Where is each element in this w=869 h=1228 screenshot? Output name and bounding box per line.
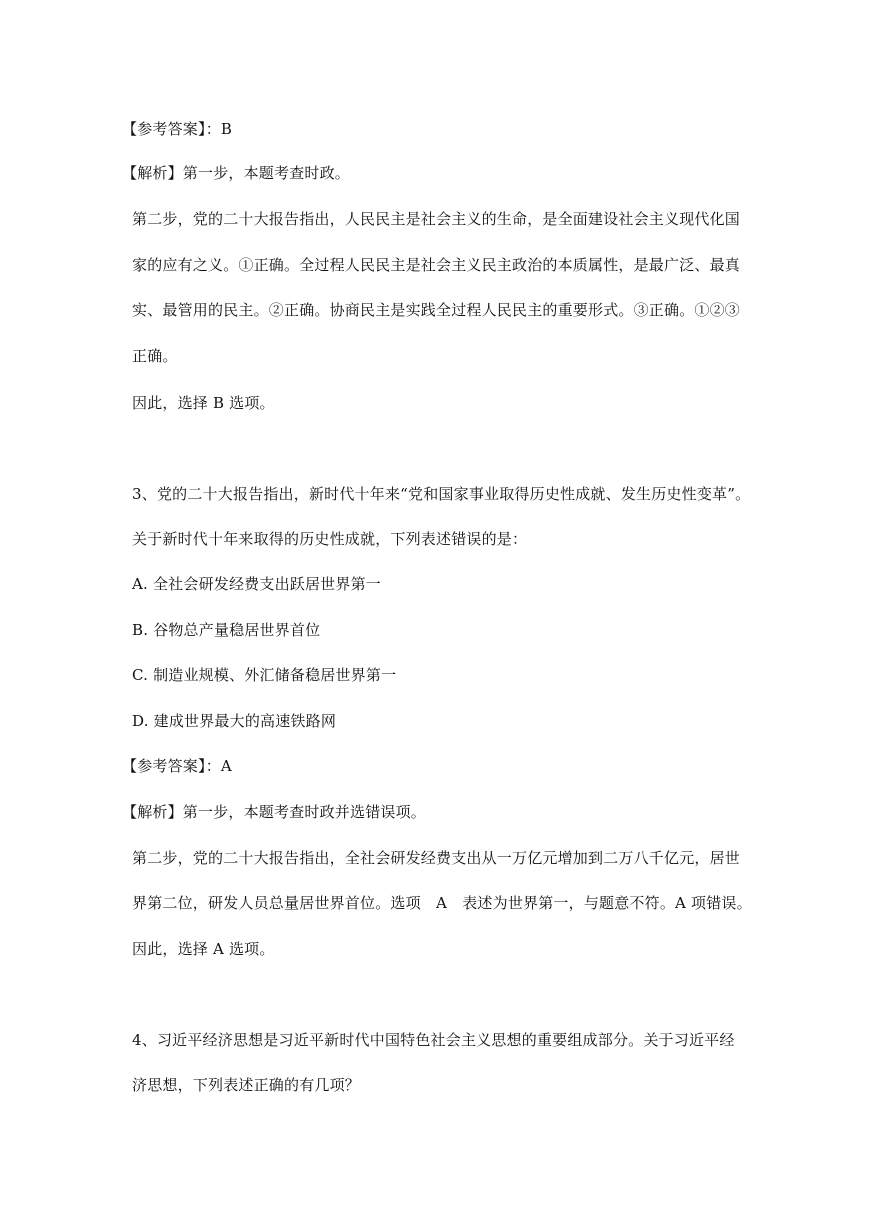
answer-label: 【参考答案】：B xyxy=(122,120,233,138)
analysis-body-line: 第二步，党的二十大报告指出，全社会研发经费支出从一万亿元增加到二万八千亿元，居世 xyxy=(132,849,741,867)
analysis-body-line: 家的应有之义。①正确。全过程人民民主是社会主义民主政治的本质属性，是最广泛、最真 xyxy=(132,256,741,274)
analysis-body-line: 第二步，党的二十大报告指出，人民民主是社会主义的生命，是全面建设社会主义现代化国 xyxy=(132,210,741,228)
conclusion: 因此，选择 A 选项。 xyxy=(132,940,275,958)
question-stem-line: 关于新时代十年来取得的历史性成就，下列表述错误的是： xyxy=(132,530,528,548)
answer-label: 【参考答案】：A xyxy=(122,757,232,775)
question-stem-line: 济思想，下列表述正确的有几项？ xyxy=(132,1076,361,1094)
conclusion: 因此，选择 B 选项。 xyxy=(132,394,275,412)
question-stem-line: 4、习近平经济思想是习近平新时代中国特色社会主义思想的重要组成部分。关于习近平经 xyxy=(132,1031,735,1049)
option-d: D. 建成世界最大的高速铁路网 xyxy=(132,712,337,730)
option-b: B. 谷物总产量稳居世界首位 xyxy=(132,621,321,639)
option-a: A. 全社会研发经费支出跃居世界第一 xyxy=(132,575,381,593)
analysis-body-line: 界第二位，研发人员总量居世界首位。选项 A 表述为世界第一，与题意不符。A 项错误。 xyxy=(132,894,752,912)
analysis-step1: 【解析】第一步，本题考查时政。 xyxy=(122,164,351,182)
option-c: C. 制造业规模、外汇储备稳居世界第一 xyxy=(132,666,397,684)
analysis-body-line: 实、最管用的民主。②正确。协商民主是实践全过程人民民主的重要形式。③正确。①②③ xyxy=(132,301,741,319)
analysis-body-line: 正确。 xyxy=(132,347,178,365)
analysis-step1: 【解析】第一步，本题考查时政并选错误项。 xyxy=(122,803,427,821)
question-stem-line: 3、党的二十大报告指出，新时代十年来“党和国家事业取得历史性成就、发生历史性变革”。 xyxy=(132,485,751,503)
